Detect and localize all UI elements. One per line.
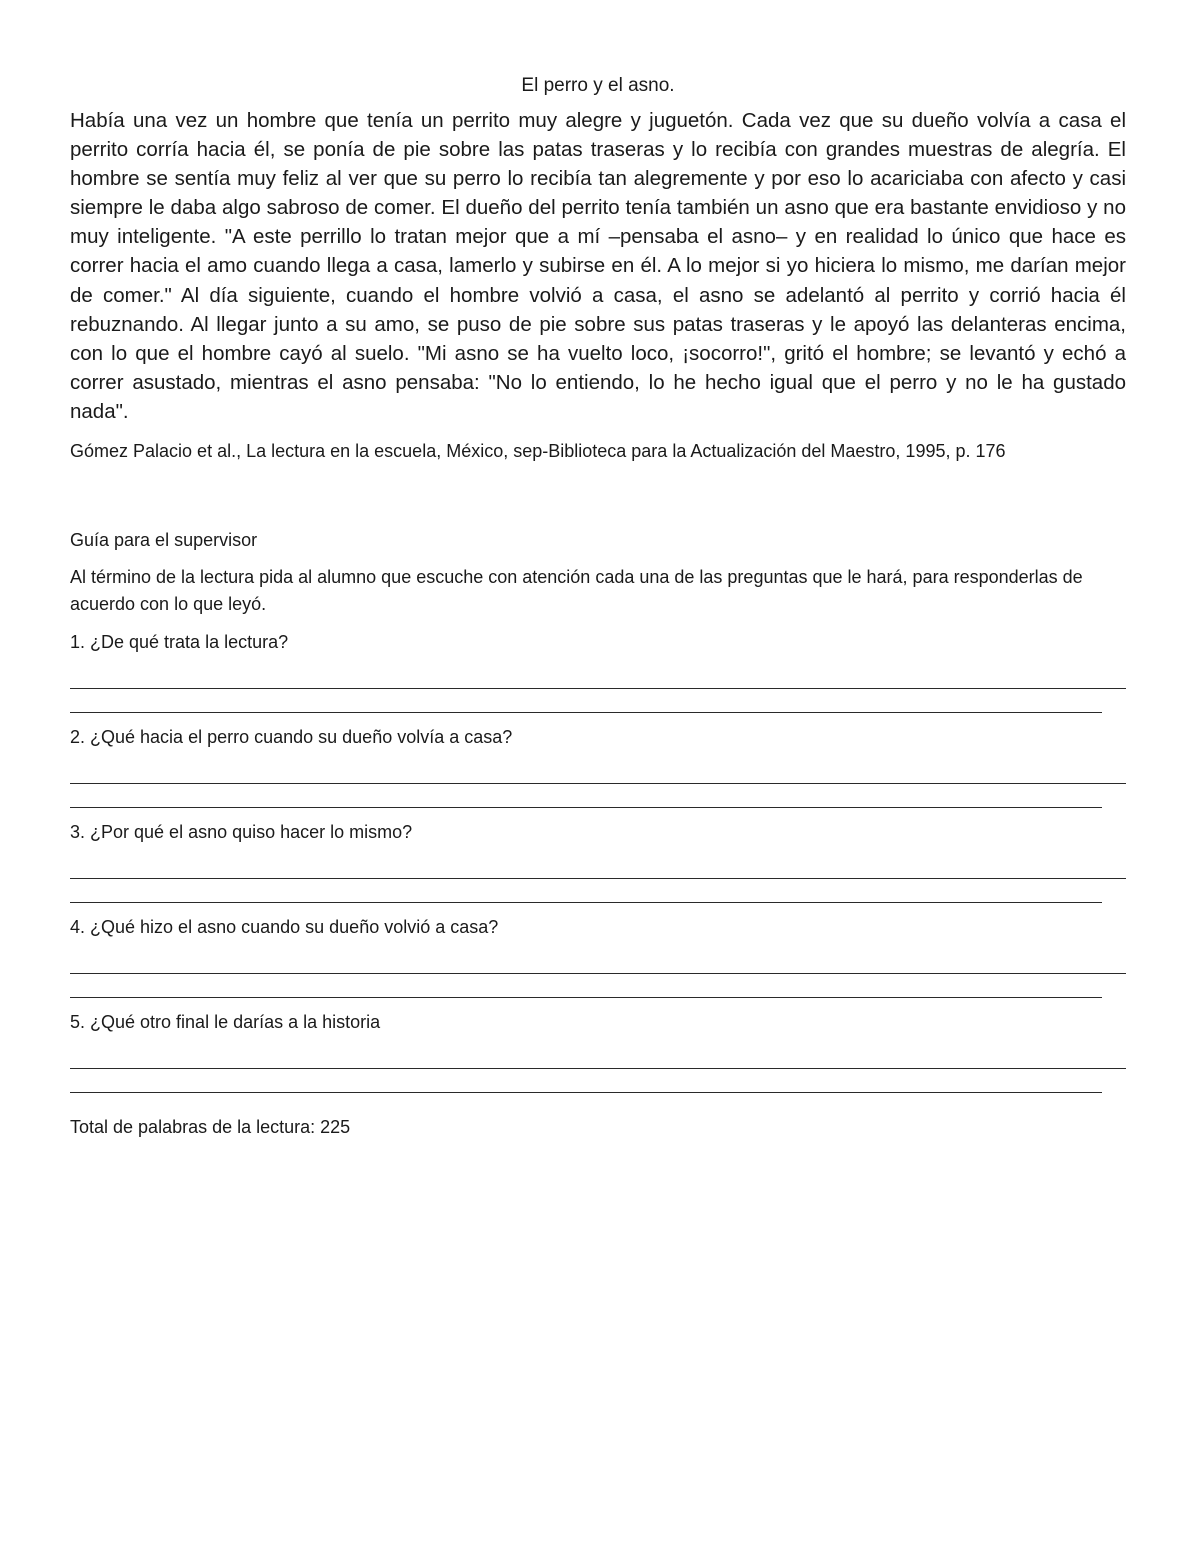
- answer-line: [70, 1068, 1126, 1069]
- answer-line: [70, 712, 1102, 713]
- story-title: El perro y el asno.: [521, 75, 675, 96]
- answer-line: [70, 783, 1126, 784]
- answer-line: [70, 902, 1102, 903]
- answer-lines-5: [70, 1068, 1126, 1093]
- question-1: 1. ¿De qué trata la lectura?: [70, 632, 289, 653]
- answer-line: [70, 807, 1102, 808]
- answer-line: [70, 973, 1126, 974]
- document-page: [70, 72, 1126, 1141]
- story-text: Había una vez un hombre que tenía un perrito muy alegre y juguetón. Cada vez que su dueño volvía a casa el perrito corría hacia él, se ponía de pie sobre las patas traseras y lo recibía con grandes muestras de alegría. El hombre se sentía muy feliz al ver que su perro lo recibía tan alegremente y por eso lo acariciaba con afecto y casi siempre le daba algo sabroso de comer. El dueño del perrito tenía también un asno que era bastante envidioso y no muy inteligente. "A este perrillo lo tratan mejor que a mí –pensaba el asno– y en realidad lo único que hace es correr hacia el amo cuando llega a casa, lamerlo y subirse en él. A lo mejor si yo hiciera lo mismo, me darían mejor de comer." Al día siguiente, cuando el hombre volvió a casa, el asno se adelantó al perrito y corrió hacia él rebuznando. Al llegar junto a su amo, se puso de pie sobre sus patas traseras y le apoyó las delanteras encima, con lo que el hombre cayó al suelo. "Mi asno se ha vuelto loco, ¡socorro!", gritó el hombre; se levantó y echó a correr asustado, mientras el asno pensaba: "No lo entiendo, lo he hecho igual que el perro y no le ha gustado nada".: [70, 109, 1126, 423]
- question-block: [70, 724, 1126, 808]
- question-block: [70, 629, 1126, 713]
- answer-line: [70, 688, 1126, 689]
- answer-lines-3: [70, 878, 1126, 903]
- instructions: Al término de la lectura pida al alumno que escuche con atención cada una de las preguntas que le hará, para responderlas de acuerdo con lo que leyó.: [70, 567, 1083, 615]
- answer-lines-1: [70, 688, 1126, 713]
- question-block: [70, 914, 1126, 998]
- guide-title: Guía para el supervisor: [70, 530, 258, 551]
- answer-line: [70, 1092, 1102, 1093]
- question-5: 5. ¿Qué otro final le darías a la historia: [70, 1012, 381, 1033]
- answer-lines-4: [70, 973, 1126, 998]
- answer-line: [70, 997, 1102, 998]
- answer-line: [70, 878, 1126, 879]
- question-block: [70, 819, 1126, 903]
- question-4: 4. ¿Qué hizo el asno cuando su dueño volvió a casa?: [70, 917, 499, 938]
- answer-lines-2: [70, 783, 1126, 808]
- question-3: 3. ¿Por qué el asno quiso hacer lo mismo?: [70, 822, 413, 843]
- question-block: [70, 1009, 1126, 1093]
- question-2: 2. ¿Qué hacia el perro cuando su dueño volvía a casa?: [70, 727, 513, 748]
- citation: Gómez Palacio et al., La lectura en la escuela, México, sep-Biblioteca para la Actualización del Maestro, 1995, p. 176: [70, 441, 1006, 462]
- total-words: Total de palabras de la lectura: 225: [70, 1117, 351, 1138]
